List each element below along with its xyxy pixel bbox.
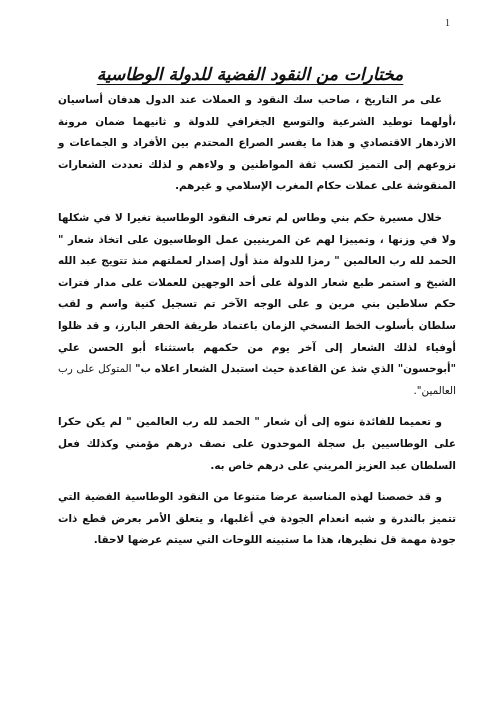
- page-number: 1: [445, 18, 450, 29]
- paragraph-wattasid-rule-tail: المتوكل على رب العالمين".: [58, 363, 456, 397]
- paragraph-wattasid-rule-main: خلال مسيرة حكم بني وطاس لم تعرف النقود الوطاسية تغيرا لا في شكلها ولا في وزنها ، وتمييزا لهم عن المرينيين عمل الوطاسيون على اتخاذ شعار " الحمد لله رب العالمين " رمزا للدولة منذ أول إصدار لعملتهم منذ تتويج عبد الله الشيخ و استمر طبع شعار الدولة على أحد الوجهين للعملات على مدار فترات حكم سلاطين بني مرين و على الوجه الآخر تم تسجيل كنية واسم و لقب سلطان بأسلوب الخط النسخي الزمان باعتماد طريقة الحفر البارز، و قد ظلوا أوفياء لذلك الشعار إلى آخر يوم من حكمهم باستثناء أبو الحسن علي "أبوحسون" الذي شذ عن القاعدة حيث استبدل الشعار اعلاه ب": [58, 211, 457, 376]
- paragraph-intro: على مر التاريخ ، صاحب سك النقود و العملات عند الدول هدفان أساسيان ،أولهما توطيد الشرعية والتوسع الجغرافي للدولة و ثانيهما ضمان مرونة الازدهار الاقتصادي و هذا ما يفسر الصراع المحتدم بين الأفراد و الجماعات و نزوعهم إلى التميز لكسب ثقة المواطنين و ولاءهم و لذلك تعددت الشعارات المنقوشة على عملات حكام المغرب الإسلامي و غيرهم.: [58, 94, 456, 193]
- paragraph-exhibition: و قد خصصنا لهذه المناسبة عرضا متنوعا من النقود الوطاسية الفضية التي تتميز بالندرة و شبه انعدام الجودة في أغلبها، و يتعلق الأمر بعرض قطع ذات جودة مهمة قل نظيرها، هذا ما ستبينه اللوحات التي سيتم عرضها لاحقا.: [58, 491, 456, 547]
- paragraph-wattasid-rule: [58, 208, 456, 402]
- document-title: مختارات من النقود الفضية للدولة الوطاسية: [96, 65, 404, 86]
- paragraph-slogan-note: و تعميما للفائدة ننوه إلى أن شعار " الحمد لله رب العالمين " لم يكن حكرا على الوطاسيين بل سجلة الموحدون على نصف درهم مؤمني وكذلك فعل السلطان عبد العزيز المريني على درهم خاص به.: [58, 416, 456, 472]
- document-body: [58, 90, 456, 552]
